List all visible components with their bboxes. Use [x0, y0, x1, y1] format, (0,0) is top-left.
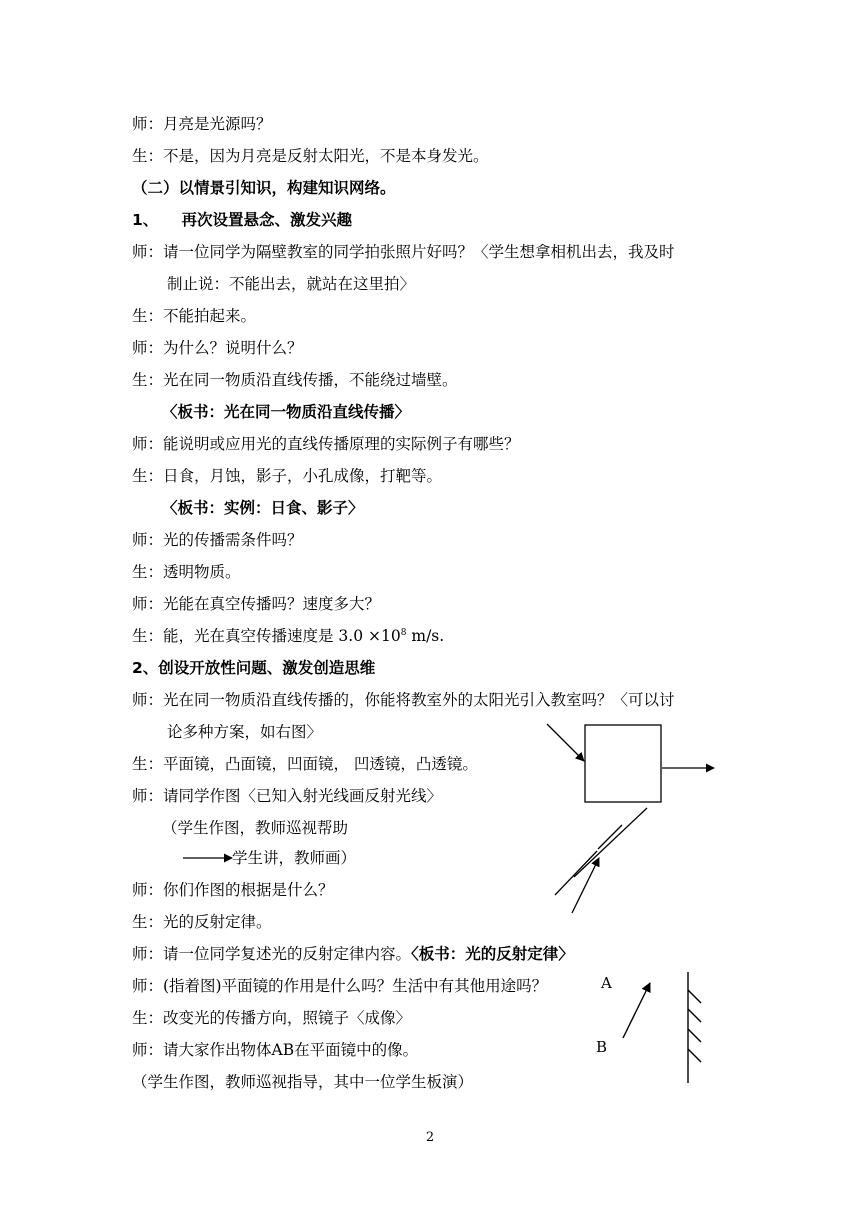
line-7: 生：不能拍起来。 [132, 307, 257, 325]
mirror-hatch-4 [688, 1049, 701, 1062]
mirror-hatch-1 [688, 990, 701, 1003]
object-ab-arrow [623, 983, 650, 1038]
line-22: 师：请同学作图〈已知入射光线画反射光线〉 [132, 787, 443, 805]
line-1: 师：月亮是光源吗？ [132, 115, 272, 133]
board-note-3: 〈板书：光的反射定律〉 [411, 945, 574, 963]
speed-line-suffix: m/s. [406, 627, 445, 645]
line-31: （学生作图，教师巡视指导，其中一位学生板演） [132, 1073, 474, 1091]
line-27-text: 师：请一位同学复述光的反射定律内容。 [132, 945, 412, 963]
line-19: 师：光在同一物质沿直线传播的，你能将教室外的太阳光引入教室吗？〈可以讨 [132, 691, 675, 709]
label-a: A [601, 974, 612, 992]
mirror-hatch-3 [688, 1029, 701, 1042]
mirror-mark-1 [555, 851, 597, 895]
line-30: 师：请大家作出物体AB在平面镜中的像。 [132, 1041, 419, 1059]
line-9: 生：光在同一物质沿直线传播，不能绕过墙壁。 [132, 371, 458, 389]
line-28: 师：(指着图)平面镜的作用是什么吗？生活中有其他用途吗？ [132, 977, 548, 995]
incoming-ray [547, 724, 584, 761]
subheading-1: 1、 再次设置悬念、激发兴趣 [132, 211, 353, 229]
line-25: 师：你们作图的根据是什么？ [132, 881, 334, 899]
line-12: 生：日食，月蚀，影子，小孔成像，打靶等。 [132, 467, 443, 485]
line-5: 师：请一位同学为隔壁教室的同学拍张照片好吗？〈学生想拿相机出去，我及时 [132, 243, 675, 261]
line-20: 论多种方案，如右图〉 [167, 723, 323, 741]
mirror-hatch-2 [688, 1009, 701, 1022]
line-14: 师：光的传播需条件吗？ [132, 531, 303, 549]
page-number: 2 [425, 1130, 435, 1145]
label-b: B [596, 1038, 608, 1056]
line-15: 生：透明物质。 [132, 563, 241, 581]
mirror-upper [574, 808, 647, 877]
line-23: （学生作图，教师巡视帮助 [162, 819, 349, 837]
line-26: 生：光的反射定律。 [132, 913, 272, 931]
line-16: 师：光能在真空传播吗？速度多大？ [132, 595, 381, 613]
plane-mirror-figure [623, 972, 701, 1083]
subheading-2: 2、创设开放性问题、激发创造思维 [132, 659, 376, 677]
line-11: 师：能说明或应用光的直线传播原理的实际例子有哪些？ [132, 435, 520, 453]
section-heading: （二）以情景引知识，构建知识网络。 [132, 179, 396, 197]
line-24: 学生讲，教师画） [232, 849, 357, 867]
board-note-2: 〈板书：实例：日食、影子〉 [162, 499, 364, 517]
line-6: 制止说：不能出去，就站在这里拍〉 [167, 275, 416, 293]
line-29: 生：改变光的传播方向，照镜子〈成像〉 [132, 1009, 412, 1027]
line-21: 生：平面镜，凸面镜，凹面镜， 凹透镜，凸透镜。 [132, 755, 478, 773]
board-note-1: 〈板书：光在同一物质沿直线传播〉 [162, 403, 411, 421]
line-2: 生：不是，因为月亮是反射太阳光，不是本身发光。 [132, 147, 489, 165]
speed-line-prefix: 生：能，光在真空传播速度是 3.0 ×10 [132, 627, 401, 645]
room-box [585, 725, 661, 802]
mirror-mark-2 [598, 825, 622, 849]
speed-exponent: 8 [400, 628, 407, 638]
light-path-figure [183, 724, 714, 913]
line-8: 师：为什么？说明什么？ [132, 339, 303, 357]
